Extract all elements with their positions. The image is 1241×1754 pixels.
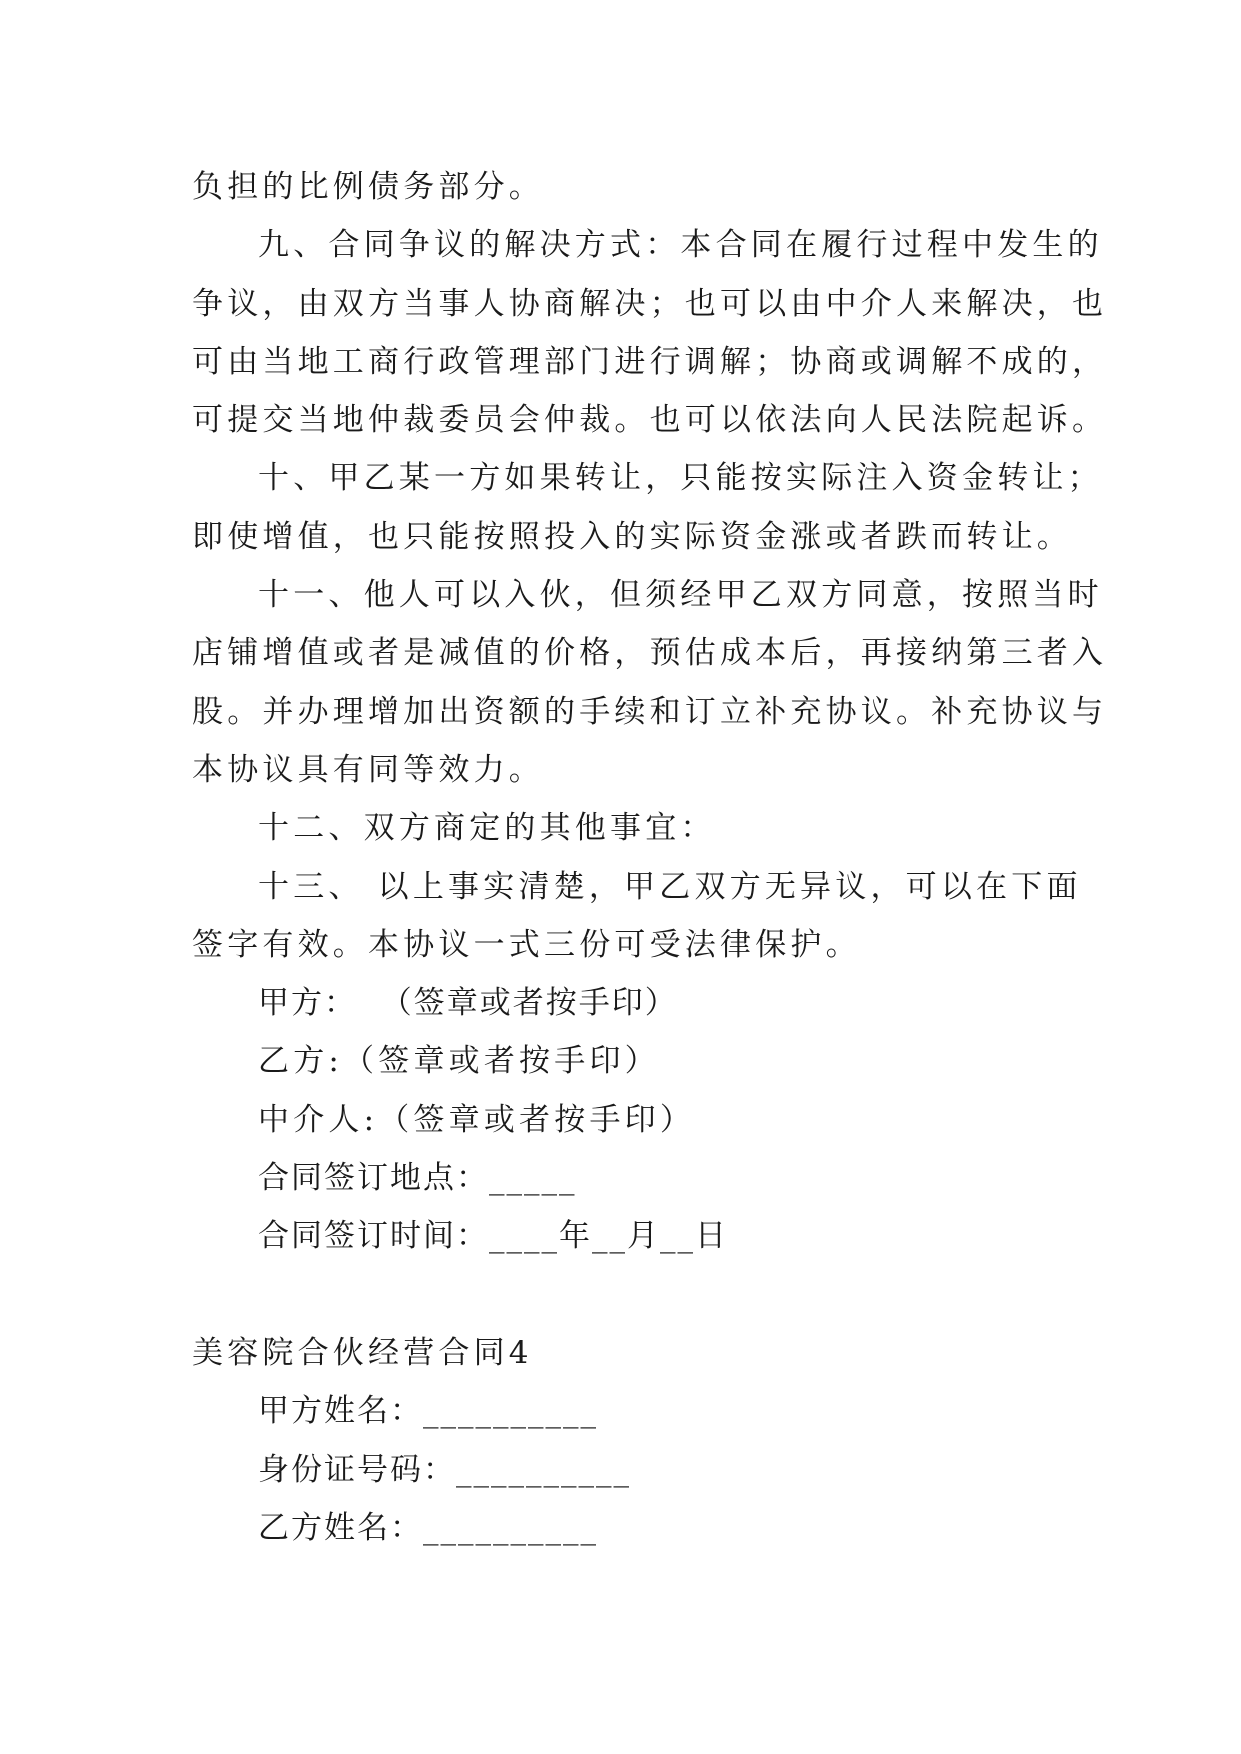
intermediary-signature-line: 中介人:（签章或者按手印） [258,1101,696,1138]
paragraph-gap [192,1266,1052,1324]
text-line: 负担的比例债务部分。 [192,169,544,205]
party-a-name-line: 甲方姓名：__________ [258,1393,598,1430]
text-line: 签字有效。本协议一式三份可受法律保护。 [192,926,861,963]
party-a-signature-line: 甲方： （签章或者按手印） [258,985,678,1022]
signing-place-line: 合同签订地点：_____ [258,1160,577,1197]
clause-10-line: 十、甲乙某一方如果转让，只能按实际注入资金转让； [258,460,1103,497]
text-line: 争议，由双方当事人协商解决；也可以由中介人来解决，也 [192,285,1108,322]
id-number-line: 身份证号码：__________ [258,1451,631,1488]
signing-date-line: 合同签订时间：____年__月__日 [258,1218,728,1255]
text-line: 即使增值，也只能按照投入的实际资金涨或者跌而转让。 [192,518,1072,555]
contract-text [192,158,1108,1557]
party-b-name-line: 乙方姓名：__________ [258,1509,598,1546]
clause-12-line: 十二、双方商定的其他事宜： [258,810,716,847]
party-b-signature-line: 乙方:（签章或者按手印） [258,1043,660,1080]
text-line: 股。并办理增加出资额的手续和订立补充协议。补充协议与 [192,693,1108,730]
text-line: 本协议具有同等效力。 [192,751,544,788]
section-title: 美容院合伙经营合同4 [192,1334,533,1371]
clause-11-line: 十一、他人可以入伙，但须经甲乙双方同意，按照当时 [258,577,1103,614]
text-line: 可提交当地仲裁委员会仲裁。也可以依法向人民法院起诉。 [192,402,1108,439]
text-line: 店铺增值或者是减值的价格，预估成本后，再接纳第三者入 [192,635,1108,672]
text-line: 可由当地工商行政管理部门进行调解；协商或调解不成的， [192,343,1108,380]
clause-9-line: 九、合同争议的解决方式：本合同在履行过程中发生的 [258,227,1103,264]
clause-13-line: 十三、 以上事实清楚，甲乙双方无异议，可以在下面 [258,868,1082,905]
